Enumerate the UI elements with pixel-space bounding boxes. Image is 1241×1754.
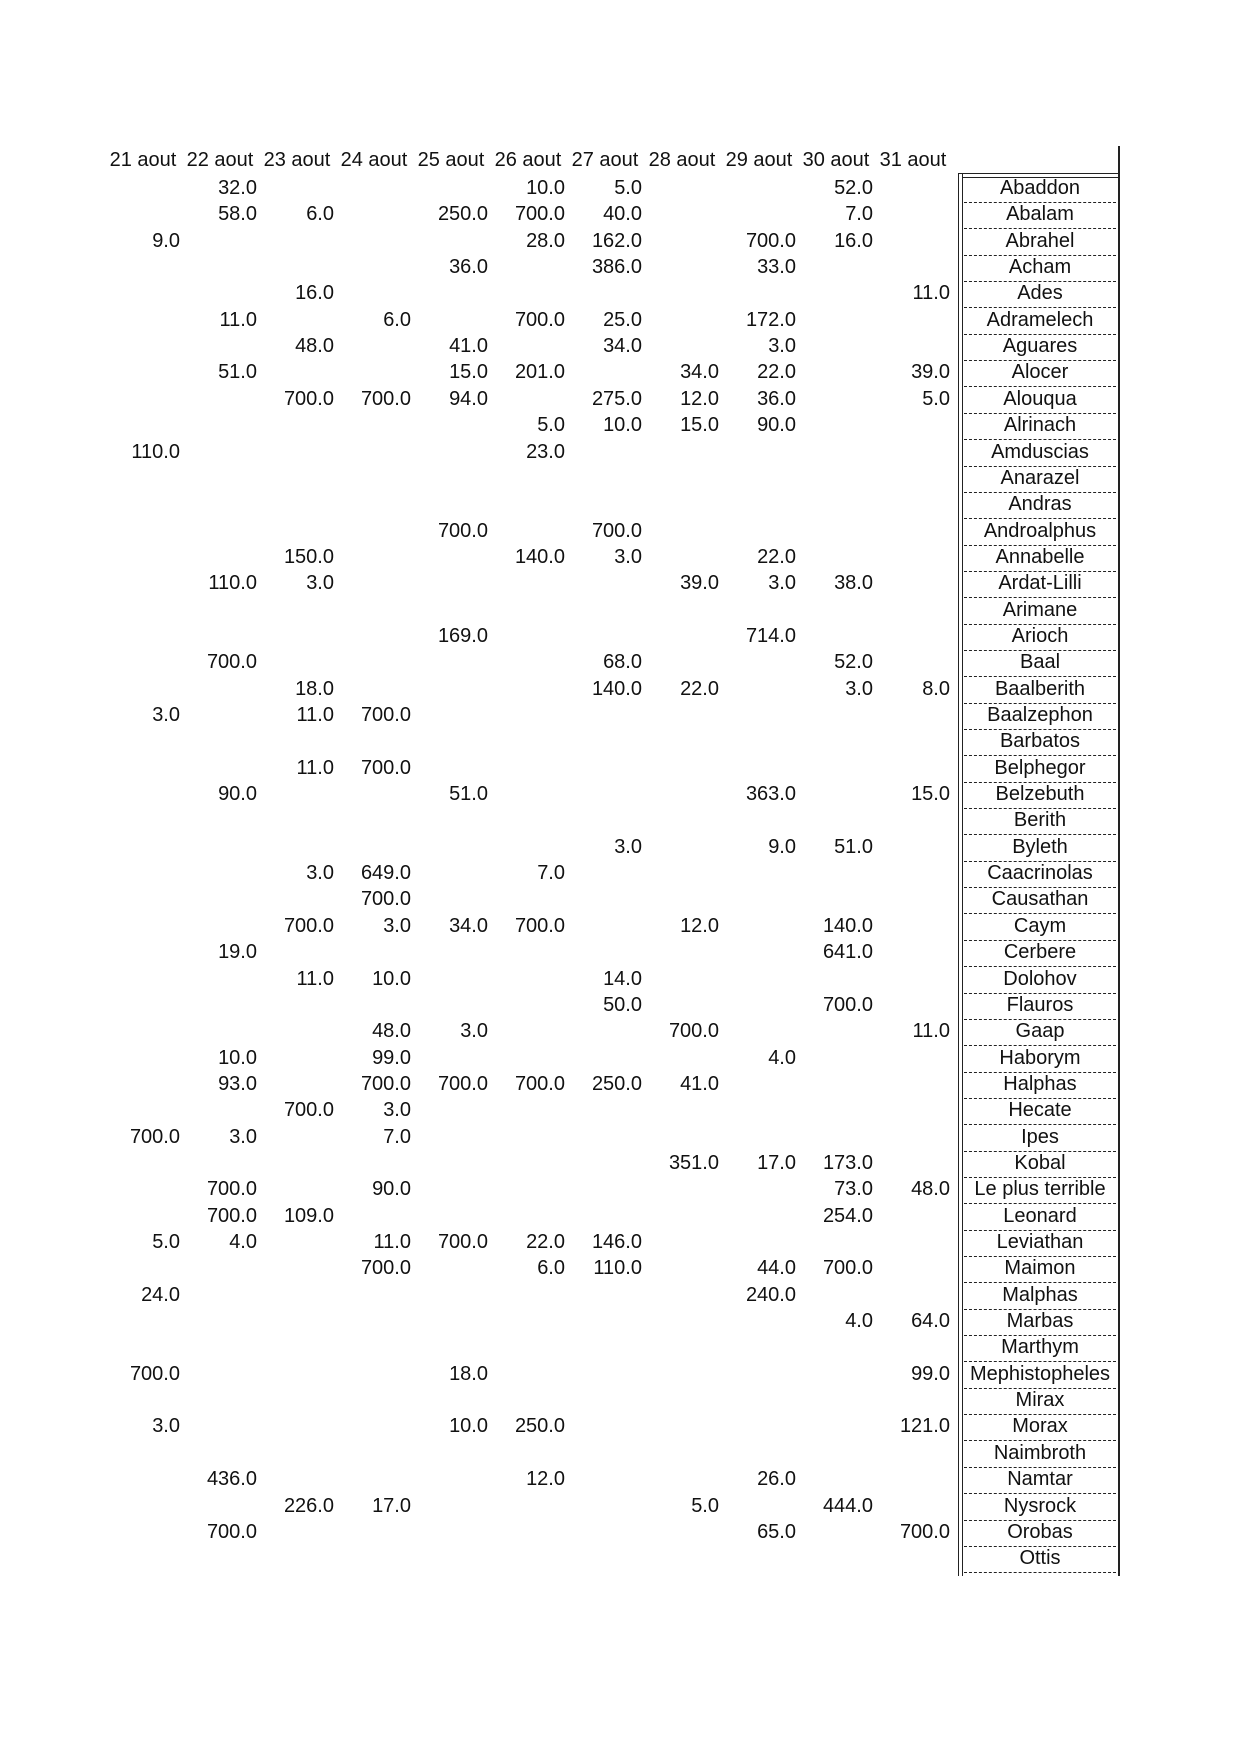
table-cell: 10.0 [218, 1046, 257, 1069]
table-cell: 73.0 [834, 1178, 873, 1201]
column-header: 28 aout [648, 149, 716, 171]
row-name: Ades [964, 281, 1116, 308]
table-cell: 50.0 [603, 993, 642, 1016]
row-name: Ipes [964, 1125, 1116, 1152]
row-name: Leonard [964, 1204, 1116, 1231]
table-cell: 19.0 [218, 941, 257, 964]
row-name: Dolohov [964, 967, 1116, 994]
table-cell: 700.0 [514, 1072, 565, 1095]
table-cell: 15.0 [911, 783, 950, 806]
row-name: Amduscias [964, 440, 1116, 467]
row-name: Maimon [964, 1256, 1116, 1283]
row-name: Belphegor [964, 756, 1116, 783]
table-cell: 68.0 [603, 651, 642, 674]
table-cell: 3.0 [152, 704, 180, 726]
table-cell: 12.0 [526, 1468, 565, 1491]
column-header: 27 aout [571, 149, 639, 171]
table-cell: 16.0 [295, 282, 334, 305]
table-cell: 700.0 [206, 1204, 257, 1227]
table-cell: 700.0 [437, 1231, 488, 1253]
table-cell: 58.0 [218, 203, 257, 226]
table-cell: 34.0 [603, 335, 642, 358]
row-name: Anarazel [964, 466, 1116, 493]
table-cell: 363.0 [745, 783, 796, 806]
table-cell: 52.0 [834, 651, 873, 674]
row-name: Abalam [964, 202, 1116, 229]
table-cell: 12.0 [680, 387, 719, 410]
table-cell: 10.0 [603, 414, 642, 437]
table-cell: 700.0 [822, 993, 873, 1016]
table-cell: 18.0 [449, 1362, 488, 1385]
row-name: Kobal [964, 1151, 1116, 1178]
table-cell: 39.0 [680, 572, 719, 595]
table-cell: 6.0 [383, 308, 411, 331]
table-cell: 5.0 [922, 387, 950, 410]
table-cell: 11.0 [296, 967, 334, 990]
table-cell: 700.0 [206, 1520, 257, 1543]
table-cell: 700.0 [283, 1099, 334, 1122]
table-cell: 41.0 [449, 335, 488, 358]
table-cell: 700.0 [360, 704, 411, 726]
table-cell: 40.0 [603, 203, 642, 226]
row-name: Naimbroth [964, 1441, 1116, 1468]
table-cell: 11.0 [296, 704, 334, 726]
table-cell: 4.0 [845, 1310, 873, 1333]
table-cell: 12.0 [680, 914, 719, 937]
row-name: Haborym [964, 1046, 1116, 1073]
table-cell: 3.0 [383, 914, 411, 937]
row-name: Alrinach [964, 413, 1116, 440]
table-cell: 700.0 [206, 1178, 257, 1201]
table-cell: 48.0 [911, 1178, 950, 1201]
column-header: 29 aout [725, 149, 793, 171]
table-cell: 121.0 [899, 1415, 950, 1438]
table-cell: 169.0 [437, 624, 488, 647]
table-cell: 10.0 [526, 177, 565, 199]
table-cell: 444.0 [822, 1494, 873, 1517]
table-cell: 5.0 [691, 1494, 719, 1517]
table-cell: 18.0 [295, 677, 334, 700]
table-cell: 10.0 [449, 1415, 488, 1438]
table-cell: 7.0 [383, 1125, 411, 1148]
table-cell: 36.0 [757, 387, 796, 410]
table-cell: 26.0 [757, 1468, 796, 1491]
table-cell: 700.0 [360, 1072, 411, 1095]
table-cell: 3.0 [229, 1125, 257, 1148]
table-cell: 649.0 [360, 862, 411, 885]
table-cell: 700.0 [360, 387, 411, 410]
table-cell: 700.0 [591, 519, 642, 542]
row-name: Adramelech [964, 308, 1116, 335]
table-cell: 3.0 [306, 862, 334, 885]
row-name: Byleth [964, 835, 1116, 862]
table-cell: 700.0 [822, 1257, 873, 1280]
table-cell: 51.0 [834, 835, 873, 858]
table-cell: 275.0 [591, 387, 642, 410]
table-cell: 7.0 [537, 862, 565, 885]
table-cell: 23.0 [526, 440, 565, 463]
table-cell: 700.0 [283, 914, 334, 937]
table-cell: 110.0 [131, 440, 180, 463]
table-cell: 641.0 [822, 941, 873, 964]
table-cell: 3.0 [152, 1415, 180, 1438]
row-name: Alouqua [964, 387, 1116, 414]
table-cell: 36.0 [449, 256, 488, 279]
table-cell: 11.0 [373, 1231, 411, 1253]
row-name: Halphas [964, 1072, 1116, 1099]
table-cell: 39.0 [911, 361, 950, 384]
row-name: Gaap [964, 1019, 1116, 1046]
row-name: Arioch [964, 624, 1116, 651]
table-cell: 700.0 [437, 1072, 488, 1095]
table-cell: 140.0 [822, 914, 873, 937]
table-cell: 4.0 [768, 1046, 796, 1069]
table-cell: 250.0 [591, 1072, 642, 1095]
table-cell: 90.0 [757, 414, 796, 437]
names-top-border [958, 173, 1118, 174]
table-cell: 240.0 [745, 1283, 796, 1306]
table-cell: 28.0 [526, 229, 565, 252]
row-name: Belzebuth [964, 782, 1116, 809]
row-name: Androalphus [964, 519, 1116, 546]
column-header: 23 aout [263, 149, 331, 171]
table-cell: 6.0 [537, 1257, 565, 1280]
table-cell: 22.0 [680, 677, 719, 700]
table-cell: 386.0 [591, 256, 642, 279]
table-cell: 90.0 [218, 783, 257, 806]
column-header: 31 aout [879, 149, 947, 171]
table-cell: 22.0 [526, 1231, 565, 1253]
table-cell: 173.0 [822, 1151, 873, 1174]
row-name: Andras [964, 492, 1116, 519]
names-left-border-inner [962, 173, 963, 1576]
table-cell: 714.0 [745, 624, 796, 647]
table-cell: 17.0 [757, 1151, 796, 1174]
row-name: Barbatos [964, 729, 1116, 756]
table-cell: 22.0 [757, 545, 796, 568]
table-cell: 22.0 [757, 361, 796, 384]
table-cell: 51.0 [218, 361, 257, 384]
table-cell: 11.0 [912, 1020, 950, 1043]
table-cell: 99.0 [372, 1046, 411, 1069]
row-name: Acham [964, 255, 1116, 282]
row-name: Namtar [964, 1467, 1116, 1494]
table-cell: 41.0 [680, 1072, 719, 1095]
table-cell: 51.0 [449, 783, 488, 806]
table-cell: 34.0 [680, 361, 719, 384]
table-cell: 6.0 [306, 203, 334, 226]
row-name: Marthym [964, 1335, 1116, 1362]
row-name: Hecate [964, 1098, 1116, 1125]
table-cell: 9.0 [768, 835, 796, 858]
table-cell: 11.0 [296, 756, 334, 779]
table-cell: 250.0 [437, 203, 488, 226]
table-cell: 65.0 [757, 1520, 796, 1543]
table-cell: 3.0 [768, 335, 796, 358]
table-cell: 38.0 [834, 572, 873, 595]
table-cell: 700.0 [514, 914, 565, 937]
row-name: Arimane [964, 598, 1116, 625]
table-cell: 150.0 [283, 545, 334, 568]
table-cell: 5.0 [614, 177, 642, 199]
column-header: 24 aout [340, 149, 408, 171]
table-cell: 700.0 [360, 756, 411, 779]
row-name: Aguares [964, 334, 1116, 361]
table-cell: 700.0 [129, 1125, 180, 1148]
table-cell: 250.0 [514, 1415, 565, 1438]
row-name: Caym [964, 914, 1116, 941]
row-name: Baalberith [964, 677, 1116, 704]
row-name: Le plus terrible [964, 1177, 1116, 1204]
table-cell: 15.0 [680, 414, 719, 437]
row-name: Baal [964, 650, 1116, 677]
table-cell: 110.0 [208, 572, 257, 595]
column-header: 25 aout [417, 149, 485, 171]
table-cell: 25.0 [603, 308, 642, 331]
table-cell: 52.0 [834, 177, 873, 199]
row-name: Cerbere [964, 940, 1116, 967]
table-cell: 3.0 [614, 545, 642, 568]
row-name: Nysrock [964, 1494, 1116, 1521]
row-name: Abaddon [964, 176, 1116, 203]
column-header: 22 aout [186, 149, 254, 171]
table-cell: 3.0 [768, 572, 796, 595]
table-cell: 110.0 [593, 1257, 642, 1280]
table-cell: 34.0 [449, 914, 488, 937]
column-header: 30 aout [802, 149, 870, 171]
table-cell: 3.0 [383, 1099, 411, 1122]
table-cell: 172.0 [745, 308, 796, 331]
row-name: Annabelle [964, 545, 1116, 572]
names-left-border [958, 173, 959, 1576]
table-cell: 700.0 [360, 888, 411, 911]
column-header: 21 aout [109, 149, 177, 171]
row-name: Malphas [964, 1283, 1116, 1310]
row-name: Morax [964, 1414, 1116, 1441]
table-cell: 8.0 [922, 677, 950, 700]
table-cell: 32.0 [218, 177, 257, 199]
table-cell: 33.0 [757, 256, 796, 279]
table-cell: 3.0 [460, 1020, 488, 1043]
table-cell: 140.0 [514, 545, 565, 568]
table-cell: 700.0 [129, 1362, 180, 1385]
table-cell: 17.0 [372, 1494, 411, 1517]
table-cell: 90.0 [372, 1178, 411, 1201]
table-cell: 93.0 [218, 1072, 257, 1095]
row-name: Alocer [964, 360, 1116, 387]
table-cell: 48.0 [372, 1020, 411, 1043]
table-cell: 700.0 [745, 229, 796, 252]
row-name: Flauros [964, 993, 1116, 1020]
table-cell: 700.0 [437, 519, 488, 542]
table-cell: 48.0 [295, 335, 334, 358]
table-cell: 4.0 [229, 1231, 257, 1253]
table-cell: 351.0 [668, 1151, 719, 1174]
table-cell: 24.0 [141, 1283, 180, 1306]
right-border-line [1118, 146, 1120, 1576]
table-cell: 94.0 [449, 387, 488, 410]
table-cell: 99.0 [911, 1362, 950, 1385]
row-name: Leviathan [964, 1230, 1116, 1257]
table-cell: 700.0 [899, 1520, 950, 1543]
table-cell: 3.0 [306, 572, 334, 595]
table-cell: 64.0 [911, 1310, 950, 1333]
row-name: Baalzephon [964, 703, 1116, 730]
table-cell: 16.0 [834, 229, 873, 252]
column-header: 26 aout [494, 149, 562, 171]
table-cell: 140.0 [591, 677, 642, 700]
row-name: Ottis [964, 1546, 1116, 1573]
table-cell: 9.0 [152, 229, 180, 252]
table-cell: 11.0 [912, 282, 950, 305]
table-cell: 7.0 [845, 203, 873, 226]
row-name: Berith [964, 808, 1116, 835]
row-name: Ardat-Lilli [964, 571, 1116, 598]
table-cell: 162.0 [591, 229, 642, 252]
table-cell: 254.0 [822, 1204, 873, 1227]
table-cell: 3.0 [845, 677, 873, 700]
table-cell: 226.0 [283, 1494, 334, 1517]
table-cell: 14.0 [603, 967, 642, 990]
table-cell: 201.0 [514, 361, 565, 384]
row-name: Mirax [964, 1388, 1116, 1415]
table-cell: 44.0 [757, 1257, 796, 1280]
table-cell: 10.0 [372, 967, 411, 990]
row-name: Caacrinolas [964, 861, 1116, 888]
table-cell: 700.0 [514, 308, 565, 331]
row-name: Abrahel [964, 229, 1116, 256]
table-cell: 15.0 [449, 361, 488, 384]
table-cell: 3.0 [614, 835, 642, 858]
table-cell: 700.0 [360, 1257, 411, 1280]
table-cell: 700.0 [668, 1020, 719, 1043]
table-cell: 11.0 [219, 308, 257, 331]
table-cell: 436.0 [206, 1468, 257, 1491]
row-name: Orobas [964, 1520, 1116, 1547]
row-name: Causathan [964, 887, 1116, 914]
table-cell: 109.0 [283, 1204, 334, 1227]
row-name: Mephistopheles [964, 1362, 1116, 1389]
table-cell: 5.0 [537, 414, 565, 437]
table-cell: 700.0 [206, 651, 257, 674]
table-cell: 700.0 [283, 387, 334, 410]
table-cell: 146.0 [591, 1231, 642, 1253]
table-cell: 700.0 [514, 203, 565, 226]
table-cell: 5.0 [152, 1231, 180, 1253]
row-name: Marbas [964, 1309, 1116, 1336]
